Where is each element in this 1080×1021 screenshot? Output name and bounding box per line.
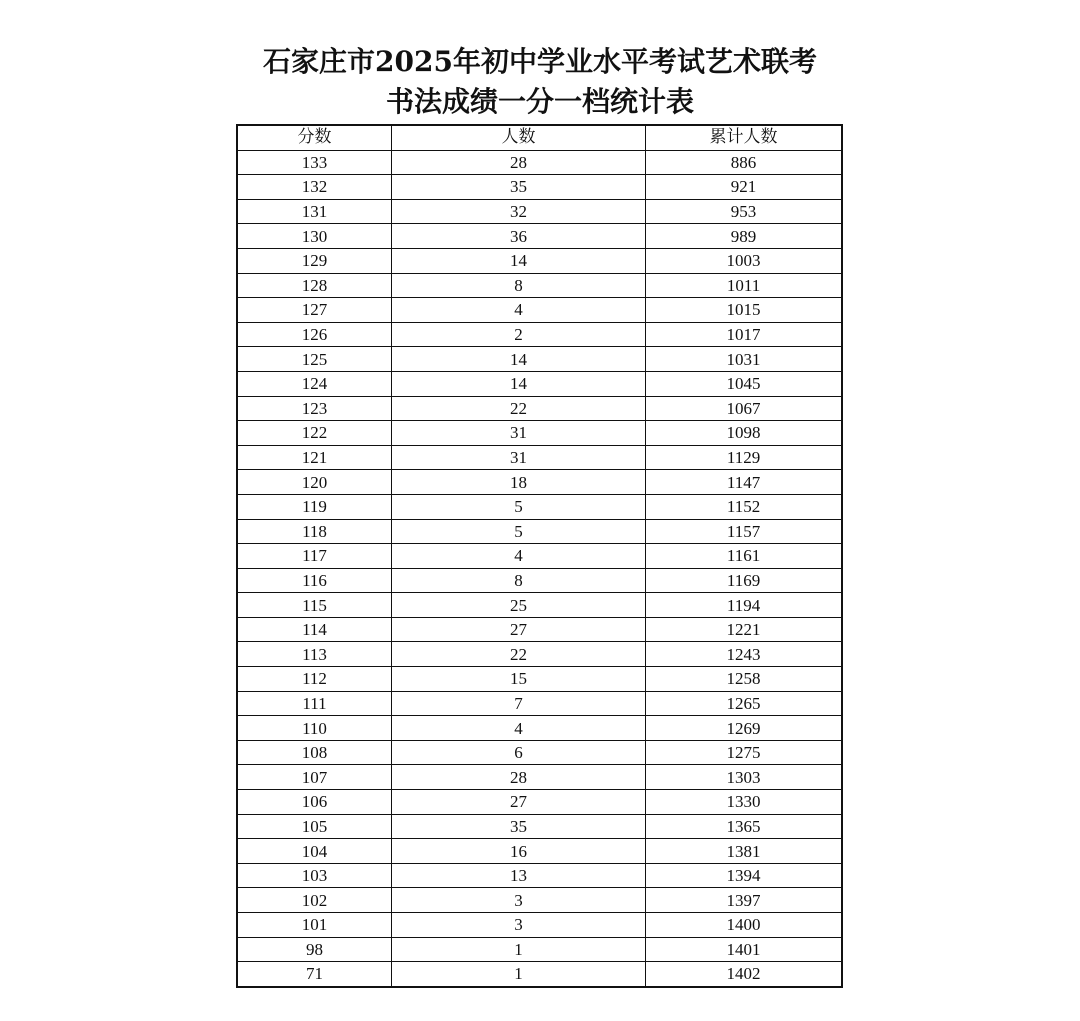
cell-score: 119 (237, 494, 392, 519)
score-distribution-table (236, 124, 843, 988)
cell-cumulative: 1031 (646, 347, 842, 372)
table-row (237, 494, 842, 519)
cell-cumulative: 1394 (646, 863, 842, 888)
cell-cumulative: 1045 (646, 371, 842, 396)
cell-count: 3 (392, 913, 646, 938)
table-row (237, 814, 842, 839)
cell-cumulative: 1381 (646, 839, 842, 864)
cell-count: 8 (392, 568, 646, 593)
cell-count: 13 (392, 863, 646, 888)
cell-count: 2 (392, 322, 646, 347)
cell-count: 31 (392, 421, 646, 446)
cell-cumulative: 1003 (646, 248, 842, 273)
document-subtitle: 书法成绩一分一档统计表 (385, 85, 694, 118)
cell-score: 71 (237, 962, 392, 987)
cell-count: 28 (392, 765, 646, 790)
cell-cumulative: 1365 (646, 814, 842, 839)
cell-count: 4 (392, 298, 646, 323)
cell-count: 15 (392, 667, 646, 692)
cell-cumulative: 1194 (646, 593, 842, 618)
table-header-row (237, 125, 842, 150)
cell-score: 102 (237, 888, 392, 913)
cell-score: 116 (237, 568, 392, 593)
table-row (237, 371, 842, 396)
cell-cumulative: 1152 (646, 494, 842, 519)
cell-score: 131 (237, 199, 392, 224)
cell-cumulative: 1243 (646, 642, 842, 667)
cell-cumulative: 1157 (646, 519, 842, 544)
cell-count: 35 (392, 814, 646, 839)
cell-cumulative: 1402 (646, 962, 842, 987)
table-row (237, 790, 842, 815)
cell-score: 103 (237, 863, 392, 888)
cell-score: 120 (237, 470, 392, 495)
cell-cumulative: 921 (646, 175, 842, 200)
document-title: 石家庄市2025年初中学业水平考试艺术联考 (263, 45, 817, 78)
table-row (237, 298, 842, 323)
table-row (237, 740, 842, 765)
table-row (237, 150, 842, 175)
cell-count: 7 (392, 691, 646, 716)
cell-score: 121 (237, 445, 392, 470)
cell-score: 129 (237, 248, 392, 273)
cell-score: 101 (237, 913, 392, 938)
cell-count: 25 (392, 593, 646, 618)
header-cumulative: 累计人数 (646, 125, 842, 150)
cell-cumulative: 1067 (646, 396, 842, 421)
cell-count: 8 (392, 273, 646, 298)
cell-score: 118 (237, 519, 392, 544)
cell-count: 6 (392, 740, 646, 765)
cell-score: 115 (237, 593, 392, 618)
cell-cumulative: 1269 (646, 716, 842, 741)
cell-count: 22 (392, 396, 646, 421)
cell-score: 112 (237, 667, 392, 692)
cell-score: 132 (237, 175, 392, 200)
cell-score: 130 (237, 224, 392, 249)
cell-count: 32 (392, 199, 646, 224)
cell-score: 108 (237, 740, 392, 765)
cell-score: 105 (237, 814, 392, 839)
cell-count: 31 (392, 445, 646, 470)
cell-score: 124 (237, 371, 392, 396)
cell-count: 3 (392, 888, 646, 913)
table-row (237, 888, 842, 913)
cell-count: 14 (392, 371, 646, 396)
cell-count: 14 (392, 347, 646, 372)
cell-count: 4 (392, 544, 646, 569)
cell-count: 35 (392, 175, 646, 200)
cell-count: 4 (392, 716, 646, 741)
cell-cumulative: 1169 (646, 568, 842, 593)
cell-score: 126 (237, 322, 392, 347)
table-row (237, 617, 842, 642)
cell-cumulative: 1330 (646, 790, 842, 815)
cell-count: 1 (392, 962, 646, 987)
table-row (237, 445, 842, 470)
cell-cumulative: 1015 (646, 298, 842, 323)
table-row (237, 347, 842, 372)
cell-cumulative: 1258 (646, 667, 842, 692)
cell-score: 106 (237, 790, 392, 815)
cell-score: 133 (237, 150, 392, 175)
cell-score: 117 (237, 544, 392, 569)
cell-score: 127 (237, 298, 392, 323)
table-row (237, 273, 842, 298)
cell-cumulative: 1397 (646, 888, 842, 913)
cell-count: 27 (392, 617, 646, 642)
cell-score: 98 (237, 937, 392, 962)
header-count: 人数 (392, 125, 646, 150)
cell-cumulative: 1400 (646, 913, 842, 938)
cell-cumulative: 953 (646, 199, 842, 224)
table-row (237, 642, 842, 667)
table-row (237, 421, 842, 446)
cell-cumulative: 1017 (646, 322, 842, 347)
table-row (237, 716, 842, 741)
cell-score: 123 (237, 396, 392, 421)
cell-cumulative: 1303 (646, 765, 842, 790)
cell-score: 111 (237, 691, 392, 716)
cell-count: 18 (392, 470, 646, 495)
cell-score: 128 (237, 273, 392, 298)
cell-score: 107 (237, 765, 392, 790)
cell-count: 5 (392, 494, 646, 519)
cell-cumulative: 1221 (646, 617, 842, 642)
table-row (237, 224, 842, 249)
header-score: 分数 (237, 125, 392, 150)
cell-cumulative: 1275 (646, 740, 842, 765)
cell-cumulative: 989 (646, 224, 842, 249)
table-row (237, 568, 842, 593)
cell-count: 5 (392, 519, 646, 544)
table-row (237, 691, 842, 716)
cell-cumulative: 1161 (646, 544, 842, 569)
cell-count: 27 (392, 790, 646, 815)
cell-cumulative: 1011 (646, 273, 842, 298)
cell-cumulative: 1098 (646, 421, 842, 446)
cell-score: 122 (237, 421, 392, 446)
cell-cumulative: 1265 (646, 691, 842, 716)
cell-cumulative: 1147 (646, 470, 842, 495)
cell-cumulative: 1401 (646, 937, 842, 962)
cell-count: 28 (392, 150, 646, 175)
cell-score: 113 (237, 642, 392, 667)
cell-count: 36 (392, 224, 646, 249)
table-row (237, 937, 842, 962)
cell-cumulative: 886 (646, 150, 842, 175)
table-row (237, 593, 842, 618)
table-row (237, 913, 842, 938)
cell-score: 125 (237, 347, 392, 372)
cell-score: 104 (237, 839, 392, 864)
cell-score: 114 (237, 617, 392, 642)
table-row (237, 519, 842, 544)
table-row (237, 962, 842, 987)
table-row (237, 544, 842, 569)
cell-count: 14 (392, 248, 646, 273)
table-row (237, 175, 842, 200)
table-row (237, 396, 842, 421)
table-row (237, 839, 842, 864)
cell-count: 1 (392, 937, 646, 962)
table-row (237, 667, 842, 692)
table-row (237, 248, 842, 273)
table-row (237, 199, 842, 224)
cell-count: 22 (392, 642, 646, 667)
cell-score: 110 (237, 716, 392, 741)
table-row (237, 765, 842, 790)
cell-count: 16 (392, 839, 646, 864)
table-row (237, 470, 842, 495)
table-row (237, 322, 842, 347)
table-row (237, 863, 842, 888)
cell-cumulative: 1129 (646, 445, 842, 470)
